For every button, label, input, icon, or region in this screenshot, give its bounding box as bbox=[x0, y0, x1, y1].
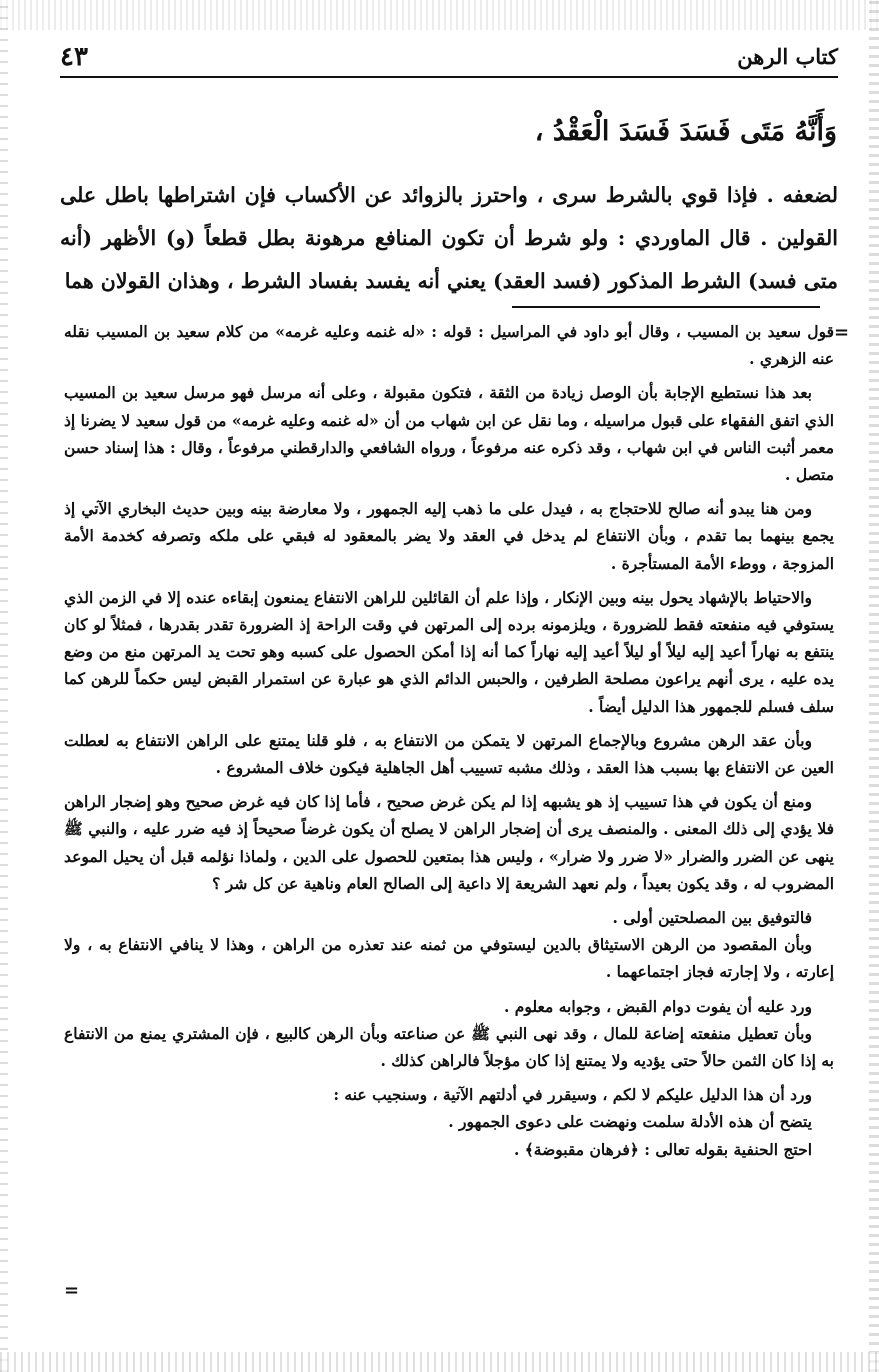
footnote-paragraph: فالتوفيق بين المصلحتين أولى . bbox=[612, 908, 812, 928]
sharh-text: لضعفه . فإذا قوي بالشرط سرى ، واحترز بالزوائد عن الأكساب فإن اشتراطها باطل على القولين . قال الماوردي : ولو شرط أن تكون المنافع مرهونة بطل قطعاً (و) الأظهر (أنه متى فسد) الشرط المذكور (فسد العقد) يعني أنه يفسد بفساد الشرط ، وهذان القولان هما bbox=[60, 183, 838, 293]
continuation-mark-top: = bbox=[834, 322, 850, 343]
page-header bbox=[60, 40, 838, 78]
footnote-paragraph: وبأن تعطيل منفعته إضاعة للمال ، وقد نهى النبي ﷺ عن صناعته وبأن الرهن كالبيع ، فإن المشتري يمنع من الانتفاع به إذا كان الثمن حالاً حتى يؤديه ولا يمتنع إذا كان مؤجلاً فالراهن كذلك . bbox=[64, 1023, 834, 1071]
scan-noise-right bbox=[869, 0, 879, 1372]
footnote-paragraph: يتضح أن هذه الأدلة سلمت ونهضت على دعوى الجمهور . bbox=[448, 1112, 812, 1132]
sharh-paragraph bbox=[60, 174, 838, 303]
continuation-mark-bottom: = bbox=[64, 1280, 80, 1301]
scan-noise-left bbox=[0, 0, 8, 1372]
page-number: ٤٣ bbox=[60, 42, 88, 72]
footnote-paragraph: ورد عليه أن يفوت دوام القبض ، وجوابه معلوم . bbox=[504, 996, 812, 1016]
footnote-paragraph: والاحتياط بالإشهاد يحول بينه وبين الإنكار ، وإذا علم أن القائلين للراهن الانتفاع يمنعون إبقاءه عنده إلا في الزمن الذي يستوفي فيه منفعته فقط للضرورة ، ويلزمونه برده إلى المرتهن في وقت الراحة إذ الضرورة تقدر بقدرها ، فمثلاً لو كان ينتفع به نهاراً أعيد إليه ليلاً أو ليلاً أعيد إليه نهاراً كما أنه إذا أمكن الحصول على كسبه وهو تحت يد المرتهن منع من وضع يده عليه ، يرى أنهم يراعون مصلحة الطرفين ، والحبس الدائم الذي هو عبارة عن استمرار القبض ليس حكماً للرهن كما سلف فسلم للجمهور هذا الدليل أيضاً . bbox=[64, 587, 834, 716]
footnote-paragraph: قول سعيد بن المسيب ، وقال أبو داود في المراسيل : قوله : «له غنمه وعليه غرمه» من كلام سعيد بن المسيب نقله عنه الزهري . bbox=[64, 322, 834, 369]
footnotes-block bbox=[64, 318, 834, 1163]
scan-noise-top bbox=[0, 0, 879, 30]
book-title: كتاب الرهن bbox=[737, 44, 838, 69]
footnote-paragraph: وبأن عقد الرهن مشروع وبالإجماع المرتهن لا يتمكن من الانتفاع به ، فلو قلنا يمتنع على الراهن الانتفاع به لعطلت العين عن الانتفاع بها بسبب هذا العقد ، وذلك مشبه تسييب أهل الجاهلية فيكون خلاف المشروع . bbox=[64, 730, 834, 778]
footnote-paragraph: احتج الحنفية بقوله تعالى : ﴿فرهان مقبوضة﴾ . bbox=[513, 1139, 812, 1159]
footnote-separator bbox=[512, 306, 820, 308]
footnote-paragraph: بعد هذا نستطيع الإجابة بأن الوصل زيادة من الثقة ، فتكون مقبولة ، وعلى أنه مرسل فهو مرسل سعيد بن المسيب الذي اتفق الفقهاء على قبول مراسيله ، وما نقل عن ابن شهاب من أن «له غنمه وعليه غرمه» من قول سعيد لا يضرنا إذ معمر أثبت الناس في ابن شهاب ، وقد ذكره عنه مرفوعاً ، ورواه الشافعي والدارقطني مرفوعاً ، وقال : هذا إسناد حسن متصل . bbox=[64, 383, 834, 485]
footnote-paragraph: ومن هنا يبدو أنه صالح للاحتجاج به ، فيدل على ما ذهب إليه الجمهور ، ولا معارضة بينه وبين حديث البخاري الآتي إذ يجمع بينهما بما تقدم ، وبأن الانتفاع لم يدخل في العقد ولا يضر بالمعقود له فبقي على ملكه وتصرفه كخدمة الأمة المزوجة ، ووطء الأمة المستأجرة . bbox=[64, 499, 834, 573]
footnote-paragraph: ومنع أن يكون في هذا تسييب إذ هو يشبهه إذا لم يكن غرض صحيح ، فأما إذا كان فيه غرض صحيح وهو إضجار الراهن فلا يؤدي إلى ذلك المعنى . والمنصف يرى أن إضجار الراهن لا يصلح أن يكون غرضاً صحيحاً إذ فيه ضرر عليه ، والنبي ﷺ ينهى عن الضرر والضرار «لا ضرر ولا ضرار» ، وليس هذا بمتعين للحصول على الدين ، ولماذا نؤلمه قبل أن يحيل الموعد المضروب له ، وقد يكون بعيداً ، ولم نعهد الشريعة إلا داعية إلى الصالح العام وناهية عن كل شر ؟ bbox=[64, 792, 834, 893]
scan-noise-bottom bbox=[0, 1352, 879, 1372]
footnote-paragraph: وبأن المقصود من الرهن الاستيثاق بالدين ليستوفي من ثمنه عند تعذره من الراهن ، وهذا لا ينافي الانتفاع به ، ولا إعارته ، ولا إجارته فجاز اجتماعهما . bbox=[64, 935, 834, 982]
footnote-paragraph: ورد أن هذا الدليل عليكم لا لكم ، وسيقرر في أدلتهم الآتية ، وسنجيب عنه : bbox=[333, 1085, 812, 1105]
matn-text: وَأَنَّهُ مَتَى فَسَدَ فَسَدَ الْعَقْدُ ، bbox=[534, 116, 837, 147]
